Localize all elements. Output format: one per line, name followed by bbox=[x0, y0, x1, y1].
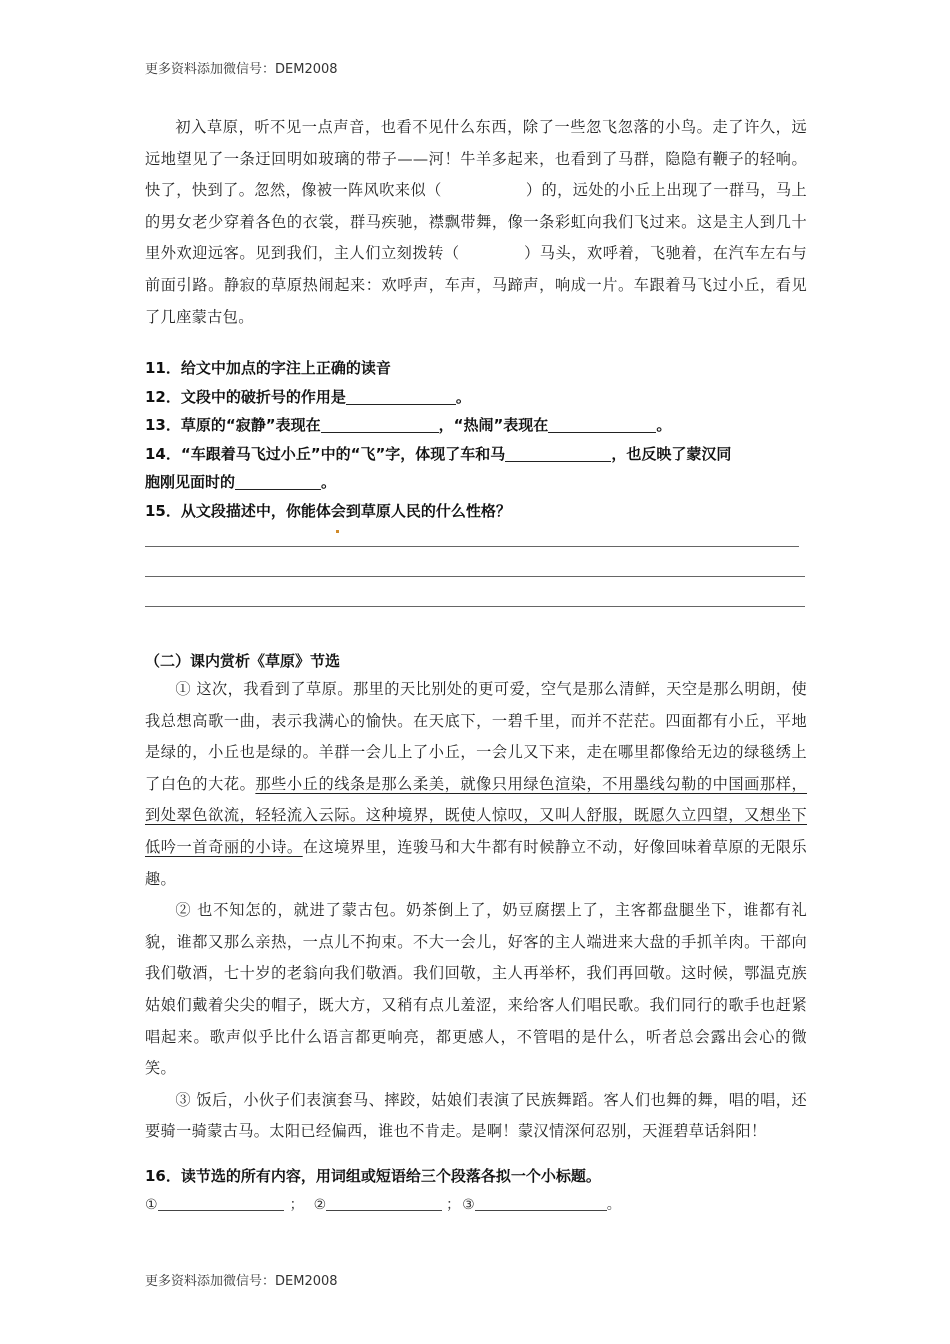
q13-end: 。 bbox=[656, 416, 672, 434]
q14-answer-blank-1[interactable] bbox=[505, 445, 611, 462]
passage2-paragraph-1 bbox=[145, 674, 807, 895]
q16-end: 。 bbox=[606, 1197, 621, 1213]
answer-line-3[interactable] bbox=[145, 606, 805, 607]
question-13 bbox=[145, 411, 807, 440]
q12-answer-blank[interactable] bbox=[346, 388, 456, 405]
q13-text-b: ，“热闹”表现在 bbox=[438, 416, 549, 434]
q13-text-a: 13．草原的“寂静”表现在 bbox=[145, 416, 321, 434]
blank-2[interactable] bbox=[460, 244, 524, 262]
q13-answer-blank-1[interactable] bbox=[321, 416, 439, 433]
question-14-cont bbox=[145, 468, 807, 497]
answer-line-2[interactable] bbox=[145, 576, 805, 577]
section-2-title: （二）课内赏析《草原》节选 bbox=[145, 652, 341, 670]
question-11: 11．给文中加点的字注上正确的读音 bbox=[145, 359, 391, 377]
accent-dot bbox=[336, 530, 339, 533]
question-12 bbox=[145, 383, 807, 412]
blank-1[interactable] bbox=[442, 181, 526, 199]
questions-11-15 bbox=[145, 354, 807, 525]
q16-blank-3[interactable] bbox=[475, 1196, 607, 1211]
answer-line-1[interactable] bbox=[145, 546, 799, 547]
q12-text: 12．文段中的破折号的作用是 bbox=[145, 387, 346, 406]
q13-answer-blank-2[interactable] bbox=[548, 416, 656, 433]
q12-end: 。 bbox=[455, 387, 471, 406]
passage2-paragraph-3: ③ 饭后，小伙子们表演套马、摔跤，姑娘们表演了民族舞蹈。客人们也舞的舞，唱的唱，还要骑一骑蒙古马。太阳已经偏西，谁也不肯走。是啊！蒙汉情深何忍别，天涯碧草话斜阳！ bbox=[145, 1090, 807, 1141]
para1-end: 在这境界里，连骏马和大牛都有时候静立不动，好像回味着草原的无限乐趣。 bbox=[145, 837, 808, 888]
passage1-text-2: ）的，远处的小丘上出现了一群马，马上的男女老少穿着各色的衣裳，群马疾驰，襟飘带舞，像一条彩虹向我们飞过来。这是主人到几十里外欢迎远客。见到我们，主人们立刻拨转（ bbox=[145, 181, 807, 263]
passage1-text-1: 初入草原，听不见一点声音，也看不见什么东西，除了一些忽飞忽落的小鸟。走了许久，远远地望见了一条迂回明如玻璃的带子——河！牛羊多起来，也看到了马群，隐隐有鞭子的轻响。快了，快到了。忽然，像被一阵风吹来似（ bbox=[145, 118, 807, 200]
q14-text-b: ，也反映了蒙汉同 bbox=[611, 444, 732, 463]
q16-sep-2: ； bbox=[446, 1197, 461, 1213]
q16-blank-1[interactable] bbox=[158, 1196, 284, 1211]
question-15: 15．从文段描述中，你能体会到草原人民的什么性格？ bbox=[145, 501, 511, 520]
passage2-paragraph-2: ② 也不知怎的，就进了蒙古包。奶茶倒上了，奶豆腐摆上了，主客都盘腿坐下，谁都有礼貌，谁都又那么亲热，一点儿不拘束。不大一会儿，好客的主人端进来大盘的手抓羊肉。干部向我们敬酒，七十岁的老翁向我们敬酒。我们回敬，主人再举杯，我们再回敬。这时候，鄂温克族姑娘们戴着尖尖的帽子，既大方，又稍有点儿羞涩，来给客人们唱民歌。我们同行的歌手也赶紧唱起来。歌声似乎比什么语言都更响亮，都更感人，不管唱的是什么，听者总会露出会心的微笑。 bbox=[145, 901, 807, 1078]
page-footer: 更多资料添加微信号：DEM2008 bbox=[145, 1274, 338, 1289]
q16-sep-1: ； bbox=[289, 1197, 304, 1213]
q16-blank-2[interactable] bbox=[326, 1196, 442, 1211]
question-14 bbox=[145, 440, 807, 469]
q14-answer-blank-2[interactable] bbox=[235, 473, 321, 490]
q14-text-a: 14．“车跟着马飞过小丘”中的“飞”字，体现了车和马 bbox=[145, 444, 506, 463]
passage-2 bbox=[145, 674, 807, 1148]
q16-marker-3: ③ bbox=[462, 1197, 475, 1213]
passage-1 bbox=[145, 112, 807, 333]
q16-marker-1: ① bbox=[145, 1197, 158, 1213]
question-16: 16．读节选的所有内容，用词组或短语给三个段落各拟一个小标题。 bbox=[145, 1167, 601, 1185]
page-header: 更多资料添加微信号：DEM2008 bbox=[145, 62, 338, 77]
q14-end: 。 bbox=[321, 473, 337, 491]
question-16-answers bbox=[145, 1194, 621, 1214]
para1-start: ① 这次，我看到了草原。那里的天比别处的更可爱，空气是那么清鲜，天空是那么明朗，使我总想高歌一曲，表示我满心的愉快。在天底下，一碧千里，而并不茫茫。四面都有小丘，平地是绿的，小丘也是绿的。羊群一会儿上了小丘，一会儿又下来，走在哪里都像给无边的绿毯绣上了白色的大花。 bbox=[145, 680, 807, 793]
q16-marker-2: ② bbox=[313, 1197, 327, 1213]
passage1-text-3: ）马头，欢呼着，飞驰着，在汽车左右与前面引路。静寂的草原热闹起来：欢呼声，车声，马蹄声，响成一片。车跟着马飞过小丘，看见了几座蒙古包。 bbox=[145, 244, 808, 326]
q14-text-c: 胞刚见面时的 bbox=[145, 473, 236, 491]
para1-underlined: 那些小丘的线条是那么柔美，就像只用绿色渲染，不用墨线勾勒的中国画那样，到处翠色欲流，轻轻流入云际。这种境界，既使人惊叹，又叫人舒服，既愿久立四望，又想坐下低吟一首奇丽的小诗。 bbox=[145, 774, 808, 856]
